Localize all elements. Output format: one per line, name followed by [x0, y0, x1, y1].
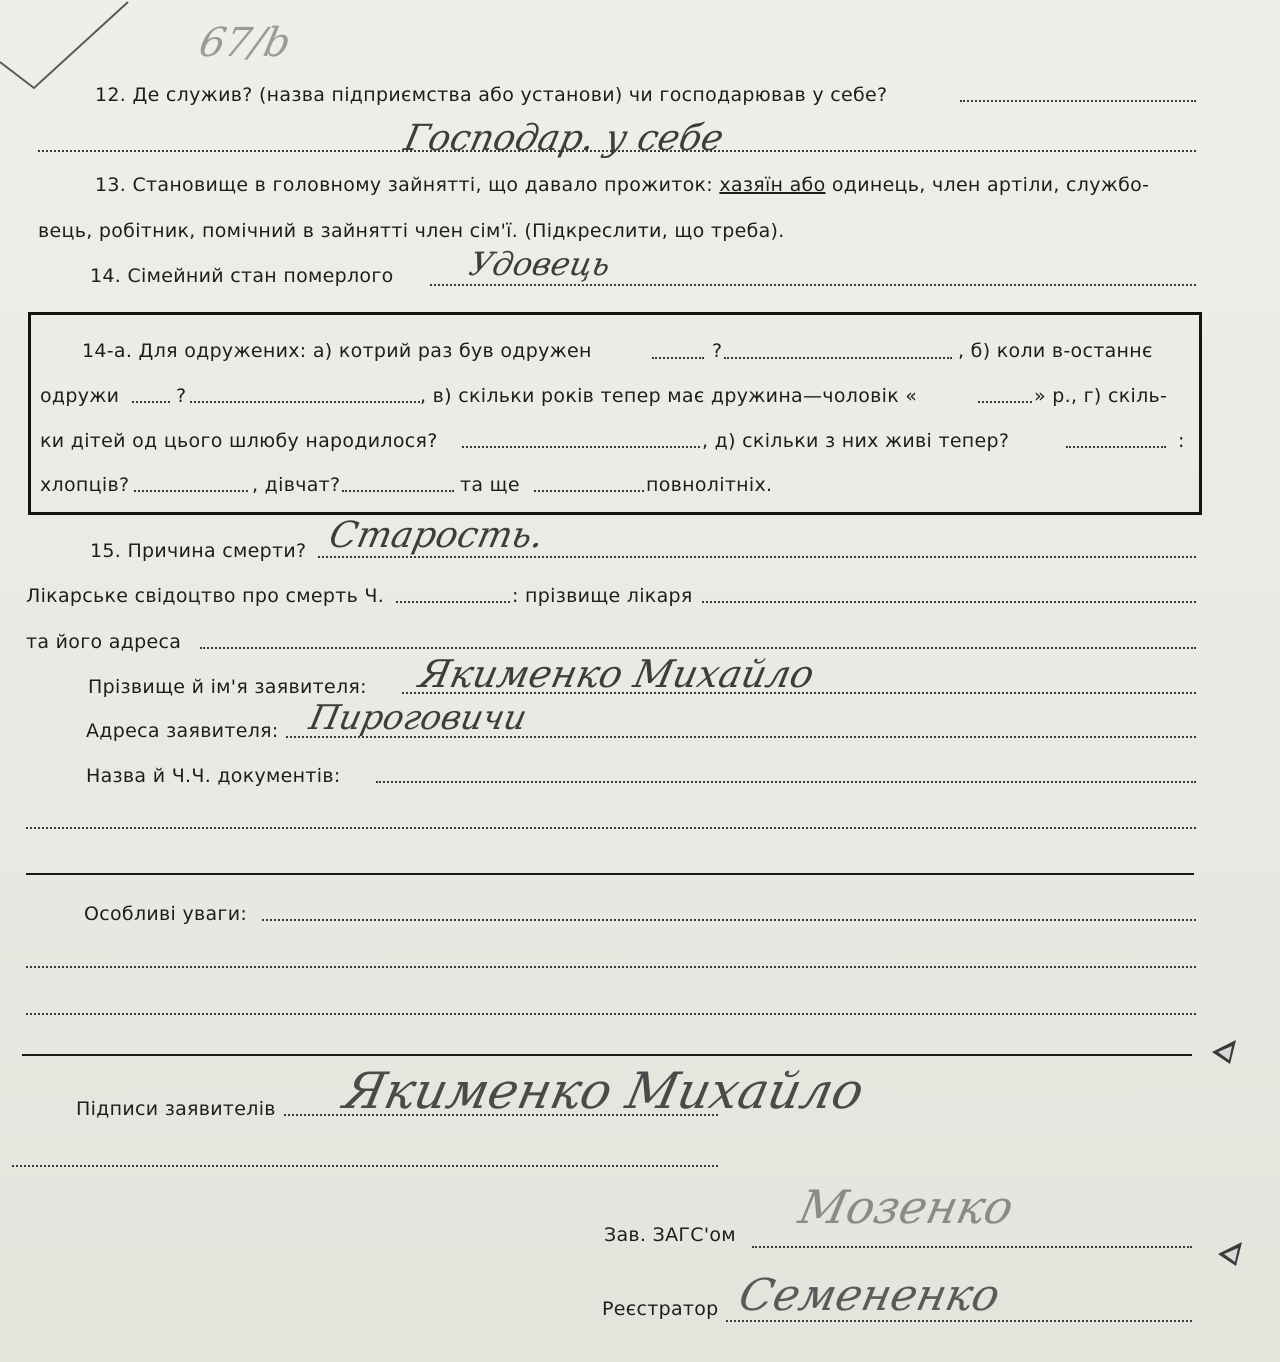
- q14a-line2-c: , в) скільки років тепер має дружина—чоловік «: [420, 385, 918, 407]
- notes-fill-3: [26, 1013, 1196, 1015]
- q14a-line2-a: одружи: [40, 385, 120, 407]
- applicant-docs-label: Назва й Ч.Ч. документів:: [86, 765, 341, 787]
- registrar-signature-label: Реєстратор: [602, 1298, 719, 1320]
- notes-fill-1: [262, 919, 1196, 921]
- q14a-fill-9: [342, 490, 454, 492]
- q14a-fill-8: [134, 490, 248, 492]
- notes-label: Особливі уваги:: [84, 903, 248, 925]
- applicant-name-label: Прізвище й ім'я заявителя:: [88, 676, 367, 698]
- q14a-line4-b: , дівчат?: [252, 474, 341, 496]
- q14a-line2-d: » р., г) скіль-: [1034, 385, 1168, 407]
- section-divider-1: [26, 873, 1194, 875]
- q15-label: 15. Причина смерти?: [90, 540, 307, 562]
- corner-mark: 67/b: [195, 20, 295, 66]
- q14a-fill-2: [724, 357, 952, 359]
- q14a-fill-6: [462, 446, 700, 448]
- q14-answer: Удовець: [465, 245, 615, 283]
- applicant-docs-fill: [376, 781, 1196, 783]
- doctor-certificate-fill: [396, 601, 510, 603]
- q14a-fill-1: [652, 357, 704, 359]
- doctor-certificate-label: Лікарське свідоцтво про смерть Ч.: [26, 585, 385, 607]
- q14a-fill-7: [1066, 446, 1166, 448]
- q14a-line4-a: хлопців?: [40, 474, 130, 496]
- applicants-signature-fill-2: [12, 1165, 718, 1167]
- q14a-fill-5: [978, 401, 1032, 403]
- q14a-line3-a: ки дітей од цього шлюбу народилося?: [40, 430, 438, 452]
- q15-answer-line: [318, 556, 1196, 558]
- head-signature: Мозенко: [794, 1180, 1019, 1234]
- applicants-signature-label: Підписи заявителів: [76, 1098, 276, 1120]
- notes-fill-2: [26, 966, 1196, 968]
- section-divider-2: [22, 1054, 1192, 1056]
- corner-check-mark: [0, 0, 130, 95]
- registrar-signature: Семененко: [734, 1270, 1005, 1321]
- q14a-line2-b: ?: [176, 385, 187, 407]
- q14a-line1-b: ?: [712, 340, 723, 362]
- applicant-address-answer: Пироговичи: [305, 698, 531, 738]
- head-signature-label: Зав. ЗАГС'ом: [604, 1224, 736, 1246]
- q14-answer-line: [430, 284, 1196, 286]
- q12-fill-line: [960, 100, 1196, 102]
- doctor-address-fill: [200, 647, 1196, 649]
- q14a-fill-3: [132, 401, 170, 403]
- q13-line2: вець, робітник, помічний в зайнятті член сім'ї. (Підкреслити, що треба).: [38, 220, 785, 242]
- q14a-line3-b: , д) скільки з них живі тепер?: [702, 430, 1010, 452]
- q13-selected-option: хазяїн або: [719, 174, 826, 196]
- q14a-line1-c: , б) коли в-останнє: [958, 340, 1153, 362]
- applicant-address-label: Адреса заявителя:: [86, 720, 279, 742]
- q14a-fill-10: [534, 490, 644, 492]
- q14a-line3-c: :: [1178, 430, 1185, 452]
- q14-label: 14. Сімейний стан померлого: [90, 265, 394, 287]
- head-signature-fill: [752, 1246, 1192, 1248]
- q13-line1: [95, 174, 1149, 196]
- pin-mark-icon-2: [1214, 1236, 1248, 1270]
- applicant-name-answer: Якименко Михайло: [415, 652, 819, 696]
- q12-label: 12. Де служив? (назва підприємства або установи) чи господарював у себе?: [95, 84, 888, 106]
- q12-answer: Господар. у себе: [400, 118, 728, 159]
- q15-answer: Старость.: [325, 515, 548, 556]
- q13-line1-prefix: 13. Становище в головному зайнятті, що давало прожиток:: [95, 174, 720, 196]
- q14a-line4-c: та ще: [460, 474, 520, 496]
- q14a-line4-d: повнолітніх.: [646, 474, 773, 496]
- doctor-name-label: : прізвище лікаря: [512, 585, 693, 607]
- q13-line1-suffix: одинець, член артіли, службо-: [825, 174, 1150, 196]
- pin-mark-icon: [1208, 1034, 1242, 1068]
- doctor-address-label: та його адреса: [26, 631, 182, 653]
- applicant-docs-fill-2: [26, 827, 1196, 829]
- applicants-signature: Якименко Михайло: [338, 1062, 869, 1120]
- q14a-fill-4: [190, 401, 420, 403]
- doctor-name-fill: [702, 601, 1196, 603]
- q14a-line1-a: 14-а. Для одружених: а) котрий раз був одружен: [82, 340, 592, 362]
